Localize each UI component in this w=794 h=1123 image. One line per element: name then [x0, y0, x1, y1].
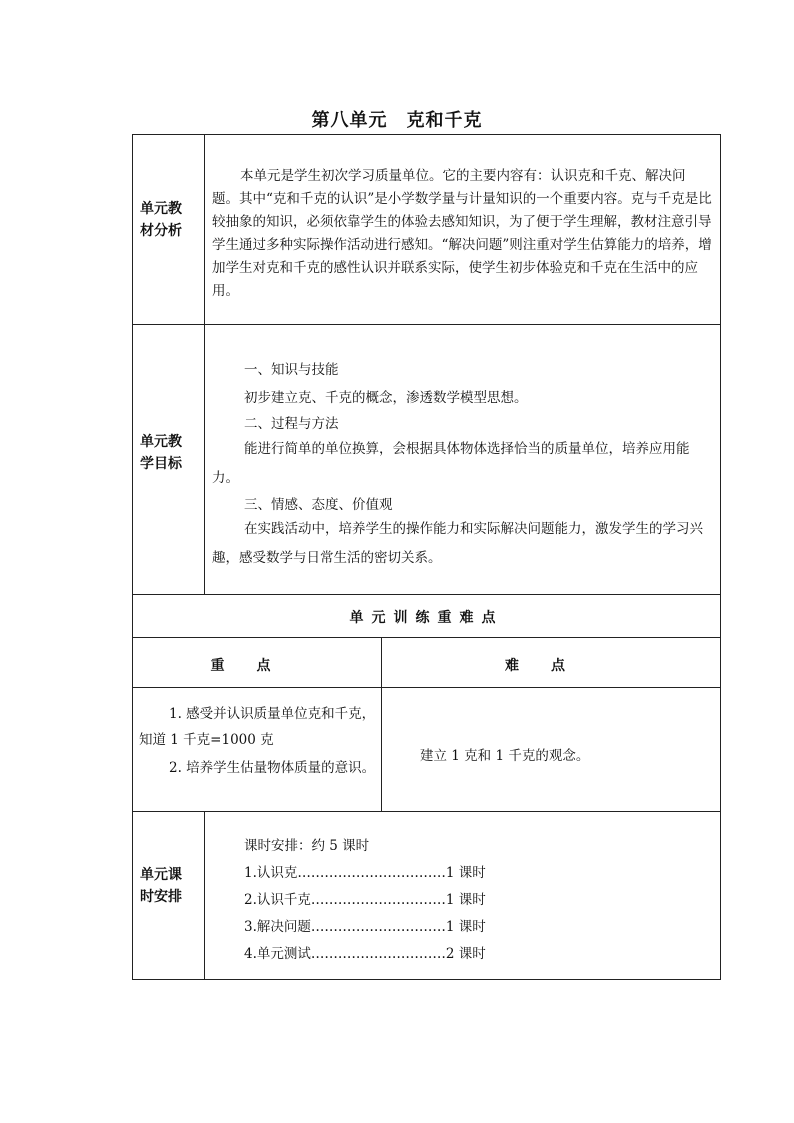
schedule-item: 4.单元测试…………………………2 课时 [244, 946, 486, 962]
schedule-item: 3.解决问题…………………………1 课时 [244, 919, 486, 935]
analysis-text: 本单元是学生初次学习质量单位。它的主要内容有：认识克和千克、解决问题。其中“克和千克的认识”是小学数学量与计量知识的一个重要内容。克与千克是比较抽象的知识，必须依靠学生的体验去感知知识，为了便于学生理解，教材注意引导学生通过多种实际操作活动进行感知。“解决问题”则注重对学生估算能力的培养，增加学生对克和千克的感性认识并联系实际，使学生初步体验克和千克在生活中的应用。 [212, 168, 712, 299]
schedule-item: 2.认识千克…………………………1 课时 [244, 892, 486, 908]
goals-label: 单元教学目标 [140, 434, 182, 472]
goals-heading-2: 二、过程与方法 [244, 416, 339, 432]
goals-text-2: 能进行简单的单位换算，会根据具体物体选择恰当的质量单位，培养应用能力。 [212, 441, 690, 486]
analysis-label: 单元教材分析 [140, 201, 182, 239]
col-divider [204, 134, 205, 595]
goals-text-3: 在实践活动中，培养学生的操作能力和实际解决问题能力，激发学生的学习兴趣，感受数学与日常生活的密切关系。 [212, 521, 703, 566]
row-divider [132, 687, 721, 688]
schedule-item: 1.认识克……………………………1 课时 [244, 865, 486, 881]
focus-item-2: 2. 培养学生估量物体质量的意识。 [169, 760, 376, 776]
row-divider [132, 594, 721, 595]
row-divider [132, 324, 721, 325]
row-divider [132, 811, 721, 812]
col-divider [204, 811, 205, 980]
row-divider [132, 637, 721, 638]
goals-heading-1: 一、知识与技能 [244, 362, 339, 378]
schedule-intro: 课时安排：约 5 课时 [244, 838, 370, 854]
goals-text-1: 初步建立克、千克的概念，渗透数学模型思想。 [244, 390, 528, 406]
difficulty-header: 难点 [505, 658, 597, 674]
page-title: 第八单元 克和千克 [311, 110, 483, 131]
difficulty-text: 建立 1 克和 1 千克的观念。 [420, 748, 590, 764]
focus-header: 重点 [210, 658, 303, 674]
focus-item-1: 1. 感受并认识质量单位克和千克，知道 1 千克=1000 克 [139, 706, 376, 748]
schedule-label: 单元课时安排 [140, 867, 182, 905]
key-points-title: 单元训练重难点 [349, 610, 504, 626]
goals-heading-3: 三、情感、态度、价值观 [244, 497, 393, 513]
